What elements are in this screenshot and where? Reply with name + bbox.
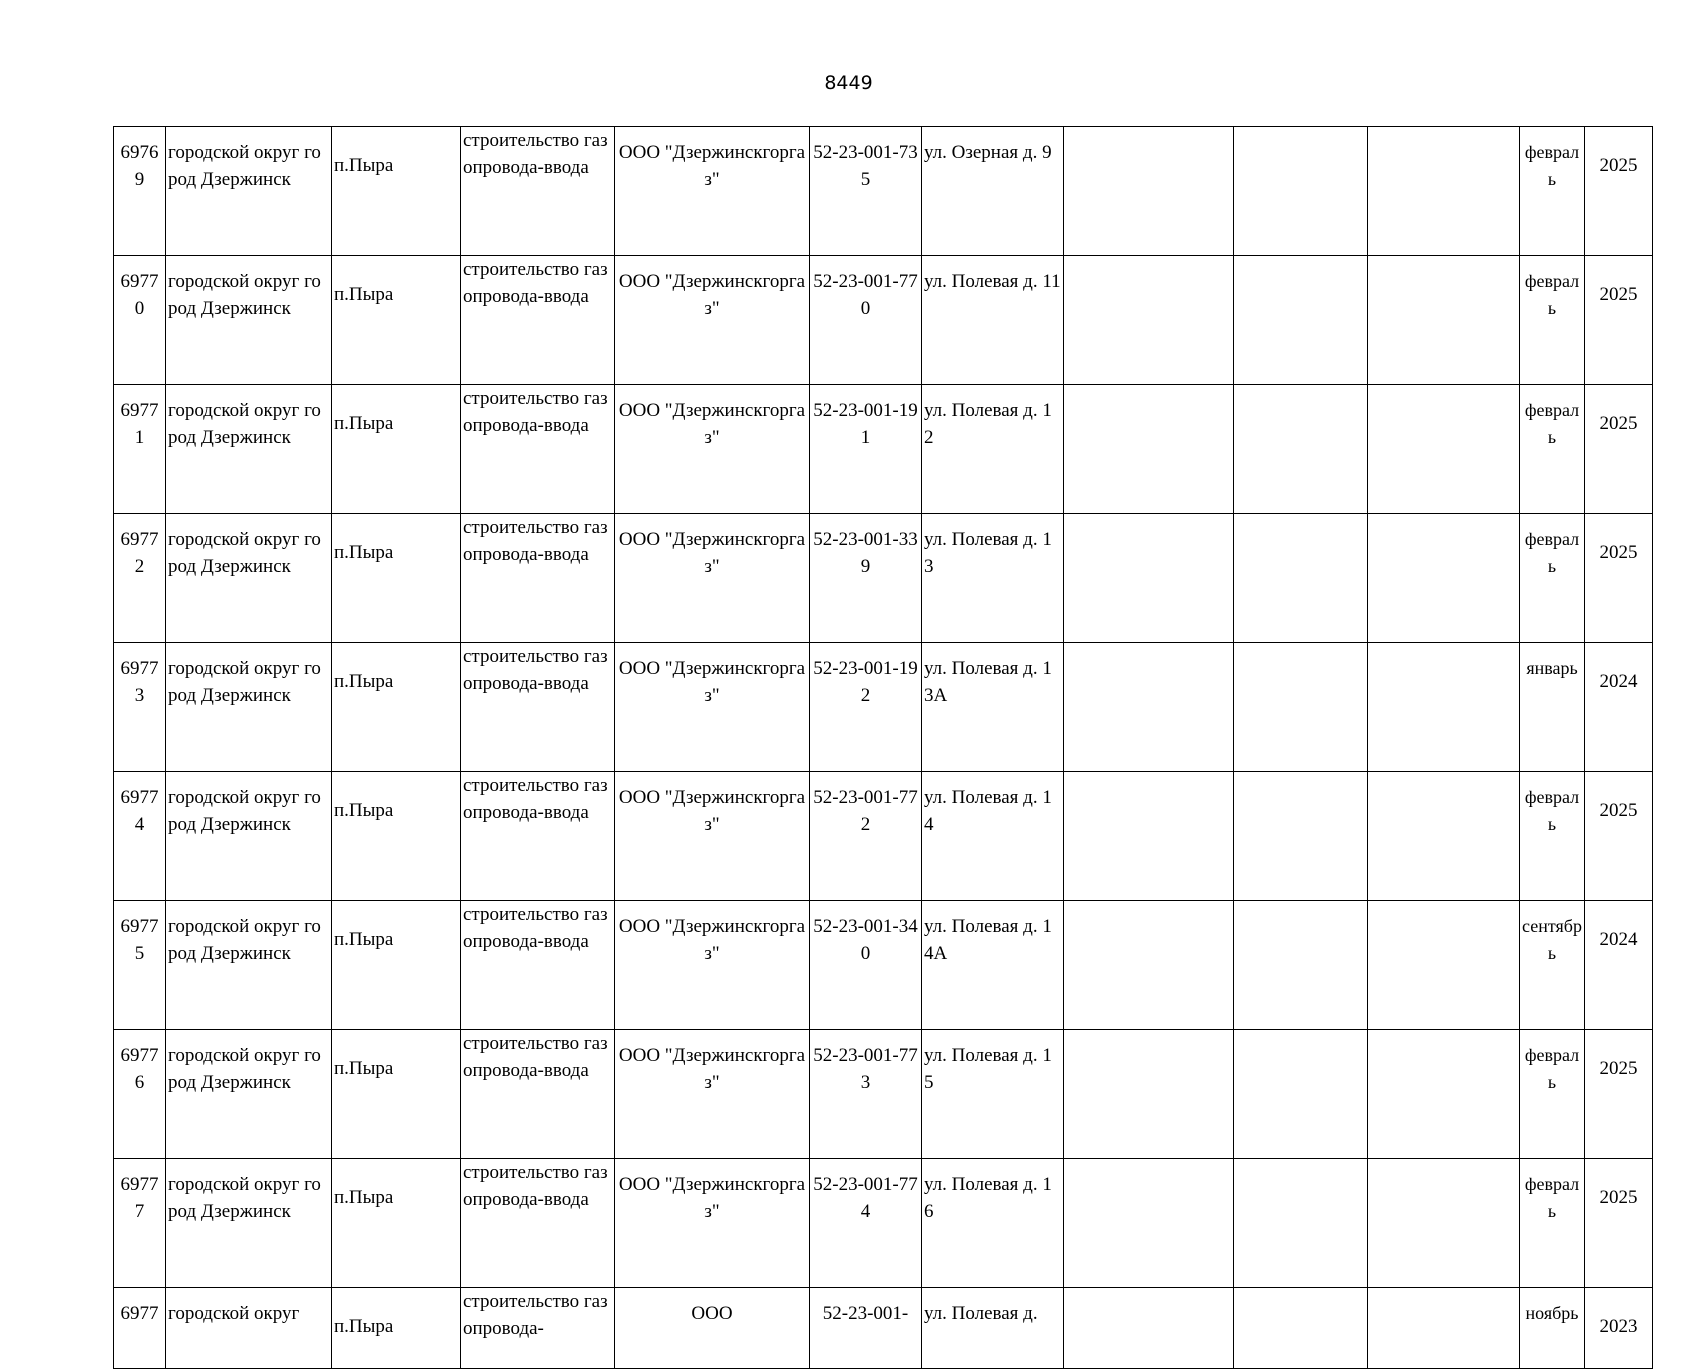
cell-work-type: строительство газопровода-ввода [461, 127, 615, 256]
cell-address: ул. Полевая д. 14 [922, 772, 1064, 901]
cell-empty-3 [1368, 385, 1520, 514]
cell-empty-2 [1234, 385, 1368, 514]
cell-empty-1 [1064, 514, 1234, 643]
cell-empty-3 [1368, 1030, 1520, 1159]
cell-settlement: п.Пыра [332, 514, 461, 643]
cell-empty-2 [1234, 772, 1368, 901]
cell-settlement: п.Пыра [332, 385, 461, 514]
table-row [114, 127, 1653, 256]
cell-empty-1 [1064, 1030, 1234, 1159]
cell-cadastral-number: 52-23-001-774 [810, 1159, 922, 1288]
cell-organization: ООО "Дзержинскгоргаз" [615, 1030, 810, 1159]
cell-work-type: строительство газопровода-ввода [461, 1030, 615, 1159]
cell-empty-2 [1234, 1030, 1368, 1159]
cell-empty-1 [1064, 1159, 1234, 1288]
cell-number: 69777 [114, 1159, 166, 1288]
cell-month: ноябрь [1520, 1288, 1585, 1369]
cell-year: 2023 [1585, 1288, 1653, 1369]
cell-organization: ООО "Дзержинскгоргаз" [615, 1159, 810, 1288]
cell-number: 69770 [114, 256, 166, 385]
cell-empty-2 [1234, 1288, 1368, 1369]
cell-number: 69776 [114, 1030, 166, 1159]
cell-settlement: п.Пыра [332, 772, 461, 901]
cell-district: городской округ город Дзержинск [166, 127, 332, 256]
table-row [114, 385, 1653, 514]
cell-month: февраль [1520, 772, 1585, 901]
cell-address: ул. Полевая д. 11 [922, 256, 1064, 385]
cell-cadastral-number: 52-23-001-191 [810, 385, 922, 514]
cell-organization: ООО "Дзержинскгоргаз" [615, 514, 810, 643]
cell-year: 2025 [1585, 514, 1653, 643]
cell-month: февраль [1520, 514, 1585, 643]
cell-address: ул. Полевая д. [922, 1288, 1064, 1369]
cell-month: февраль [1520, 127, 1585, 256]
cell-work-type: строительство газопровода- [461, 1288, 615, 1369]
cell-year: 2025 [1585, 1030, 1653, 1159]
cell-empty-2 [1234, 1159, 1368, 1288]
cell-empty-1 [1064, 643, 1234, 772]
cell-empty-2 [1234, 514, 1368, 643]
cell-district: городской округ город Дзержинск [166, 901, 332, 1030]
cell-number: 6977 [114, 1288, 166, 1369]
cell-district: городской округ город Дзержинск [166, 385, 332, 514]
cell-number: 69775 [114, 901, 166, 1030]
cell-number: 69769 [114, 127, 166, 256]
cell-cadastral-number: 52-23-001-339 [810, 514, 922, 643]
cell-empty-3 [1368, 514, 1520, 643]
table-row [114, 901, 1653, 1030]
cell-organization: ООО "Дзержинскгоргаз" [615, 127, 810, 256]
cell-year: 2025 [1585, 385, 1653, 514]
page-number: 8449 [824, 72, 873, 94]
cell-month: февраль [1520, 1030, 1585, 1159]
cell-work-type: строительство газопровода-ввода [461, 256, 615, 385]
cell-organization: ООО "Дзержинскгоргаз" [615, 901, 810, 1030]
cell-district: городской округ город Дзержинск [166, 256, 332, 385]
table-row [114, 643, 1653, 772]
cell-settlement: п.Пыра [332, 127, 461, 256]
cell-cadastral-number: 52-23-001-772 [810, 772, 922, 901]
cell-empty-3 [1368, 256, 1520, 385]
table-row [114, 1159, 1653, 1288]
cell-district: городской округ город Дзержинск [166, 514, 332, 643]
cell-work-type: строительство газопровода-ввода [461, 901, 615, 1030]
cell-organization: ООО "Дзержинскгоргаз" [615, 256, 810, 385]
cell-empty-3 [1368, 643, 1520, 772]
cell-empty-3 [1368, 1288, 1520, 1369]
cell-empty-3 [1368, 901, 1520, 1030]
cell-work-type: строительство газопровода-ввода [461, 514, 615, 643]
cell-number: 69773 [114, 643, 166, 772]
cell-address: ул. Полевая д. 12 [922, 385, 1064, 514]
cell-month: сентябрь [1520, 901, 1585, 1030]
cell-empty-2 [1234, 643, 1368, 772]
cell-empty-3 [1368, 1159, 1520, 1288]
cell-district: городской округ город Дзержинск [166, 772, 332, 901]
cell-settlement: п.Пыра [332, 643, 461, 772]
cell-month: февраль [1520, 256, 1585, 385]
cell-cadastral-number: 52-23-001-773 [810, 1030, 922, 1159]
cell-settlement: п.Пыра [332, 1159, 461, 1288]
cell-year: 2025 [1585, 1159, 1653, 1288]
cell-settlement: п.Пыра [332, 1288, 461, 1369]
cell-number: 69774 [114, 772, 166, 901]
cell-district: городской округ город Дзержинск [166, 643, 332, 772]
cell-empty-1 [1064, 127, 1234, 256]
table-row [114, 256, 1653, 385]
cell-empty-1 [1064, 1288, 1234, 1369]
cell-cadastral-number: 52-23-001-770 [810, 256, 922, 385]
cell-organization: ООО "Дзержинскгоргаз" [615, 772, 810, 901]
cell-year: 2024 [1585, 901, 1653, 1030]
cell-district: городской округ город Дзержинск [166, 1030, 332, 1159]
cell-empty-1 [1064, 256, 1234, 385]
cell-number: 69771 [114, 385, 166, 514]
cell-year: 2025 [1585, 772, 1653, 901]
cell-work-type: строительство газопровода-ввода [461, 772, 615, 901]
cell-address: ул. Полевая д. 15 [922, 1030, 1064, 1159]
cell-month: январь [1520, 643, 1585, 772]
cell-year: 2024 [1585, 643, 1653, 772]
cell-organization: ООО "Дзержинскгоргаз" [615, 385, 810, 514]
register-table [113, 126, 1653, 1369]
cell-empty-1 [1064, 772, 1234, 901]
cell-month: февраль [1520, 1159, 1585, 1288]
cell-address: ул. Озерная д. 9 [922, 127, 1064, 256]
cell-empty-2 [1234, 901, 1368, 1030]
cell-empty-2 [1234, 256, 1368, 385]
cell-empty-1 [1064, 901, 1234, 1030]
cell-work-type: строительство газопровода-ввода [461, 643, 615, 772]
cell-address: ул. Полевая д. 13А [922, 643, 1064, 772]
table-row [114, 1030, 1653, 1159]
cell-cadastral-number: 52-23-001- [810, 1288, 922, 1369]
table-row [114, 514, 1653, 643]
table-row [114, 1288, 1653, 1369]
cell-district: городской округ [166, 1288, 332, 1369]
cell-empty-1 [1064, 385, 1234, 514]
cell-organization: ООО "Дзержинскгоргаз" [615, 643, 810, 772]
table-row [114, 772, 1653, 901]
cell-empty-2 [1234, 127, 1368, 256]
cell-cadastral-number: 52-23-001-192 [810, 643, 922, 772]
cell-district: городской округ город Дзержинск [166, 1159, 332, 1288]
cell-organization: ООО [615, 1288, 810, 1369]
cell-year: 2025 [1585, 127, 1653, 256]
cell-settlement: п.Пыра [332, 256, 461, 385]
cell-work-type: строительство газопровода-ввода [461, 1159, 615, 1288]
cell-settlement: п.Пыра [332, 901, 461, 1030]
cell-settlement: п.Пыра [332, 1030, 461, 1159]
cell-address: ул. Полевая д. 14А [922, 901, 1064, 1030]
cell-cadastral-number: 52-23-001-735 [810, 127, 922, 256]
cell-work-type: строительство газопровода-ввода [461, 385, 615, 514]
cell-number: 69772 [114, 514, 166, 643]
cell-address: ул. Полевая д. 16 [922, 1159, 1064, 1288]
cell-empty-3 [1368, 127, 1520, 256]
cell-cadastral-number: 52-23-001-340 [810, 901, 922, 1030]
cell-month: февраль [1520, 385, 1585, 514]
cell-year: 2025 [1585, 256, 1653, 385]
cell-address: ул. Полевая д. 13 [922, 514, 1064, 643]
cell-empty-3 [1368, 772, 1520, 901]
